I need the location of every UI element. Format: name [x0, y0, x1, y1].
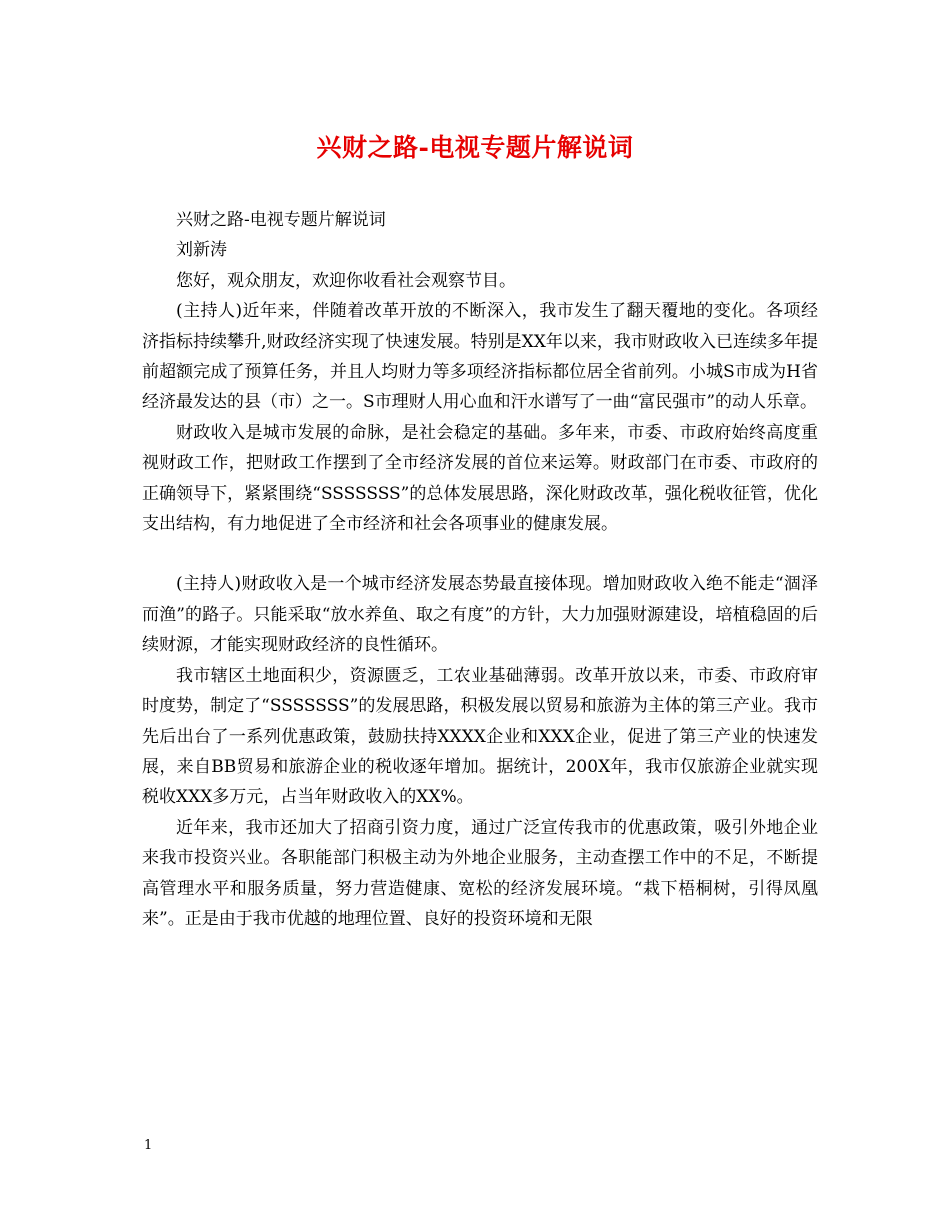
- body-paragraph: (主持人)近年来，伴随着改革开放的不断深入，我市发生了翻天覆地的变化。各项经济指标持续攀升,财政经济实现了快速发展。特别是XX年以来，我市财政收入已连续多年提前超额完成了预算任务，并且人均财力等多项经济指标都位居全省前列。小城S市成为H省经济最发达的县（市）之一。S市理财人用心血和汗水谱写了一曲“富民强市”的动人乐章。: [142, 301, 818, 413]
- document-title: 兴财之路-电视专题片解说词: [316, 133, 634, 162]
- body-paragraph: 我市辖区土地面积少，资源匮乏，工农业基础薄弱。改革开放以来，市委、市政府审时度势，制定了“SSSSSSS”的发展思路，积极发展以贸易和旅游为主体的第三产业。我市先后出台了一系列优惠政策，鼓励扶持XXXX企业和XXX企业，促进了第三产业的快速发展，来自BB贸易和旅游企业的税收逐年增加。据统计，200X年，我市仅旅游企业就实现税收XXX多万元，占当年财政收入的XX%。: [142, 665, 818, 808]
- document-body: [142, 205, 818, 934]
- page-number: 1: [144, 1138, 153, 1153]
- author-paragraph: 刘新涛: [176, 240, 227, 261]
- body-paragraph: 财政收入是城市发展的命脉，是社会稳定的基础。多年来，市委、市政府始终高度重视财政工作，把财政工作摆到了全市经济发展的首位来运筹。财政部门在市委、市政府的正确领导下，紧紧围绕“SSSSSSS”的总体发展思路，深化财政改革，强化税收征管，优化支出结构，有力地促进了全市经济和社会各项事业的健康发展。: [142, 422, 818, 535]
- greeting-paragraph: 您好，观众朋友，欢迎你收看社会观察节目。: [176, 270, 516, 291]
- subtitle-paragraph: 兴财之路-电视专题片解说词: [176, 210, 386, 230]
- body-paragraph: 近年来，我市还加大了招商引资力度，通过广泛宣传我市的优惠政策，吸引外地企业来我市投资兴业。各职能部门积极主动为外地企业服务，主动查摆工作中的不足，不断提高管理水平和服务质量，努力营造健康、宽松的经济发展环境。“栽下梧桐树，引得凤凰来”。正是由于我市优越的地理位置、良好的投资环境和无限: [142, 817, 818, 929]
- body-paragraph: (主持人)财政收入是一个城市经济发展态势最直接体现。增加财政收入绝不能走“涸泽而渔”的路子。只能采取“放水养鱼、取之有度”的方针，大力加强财源建设，培植稳固的后续财源，才能实现财政经济的良性循环。: [142, 574, 818, 656]
